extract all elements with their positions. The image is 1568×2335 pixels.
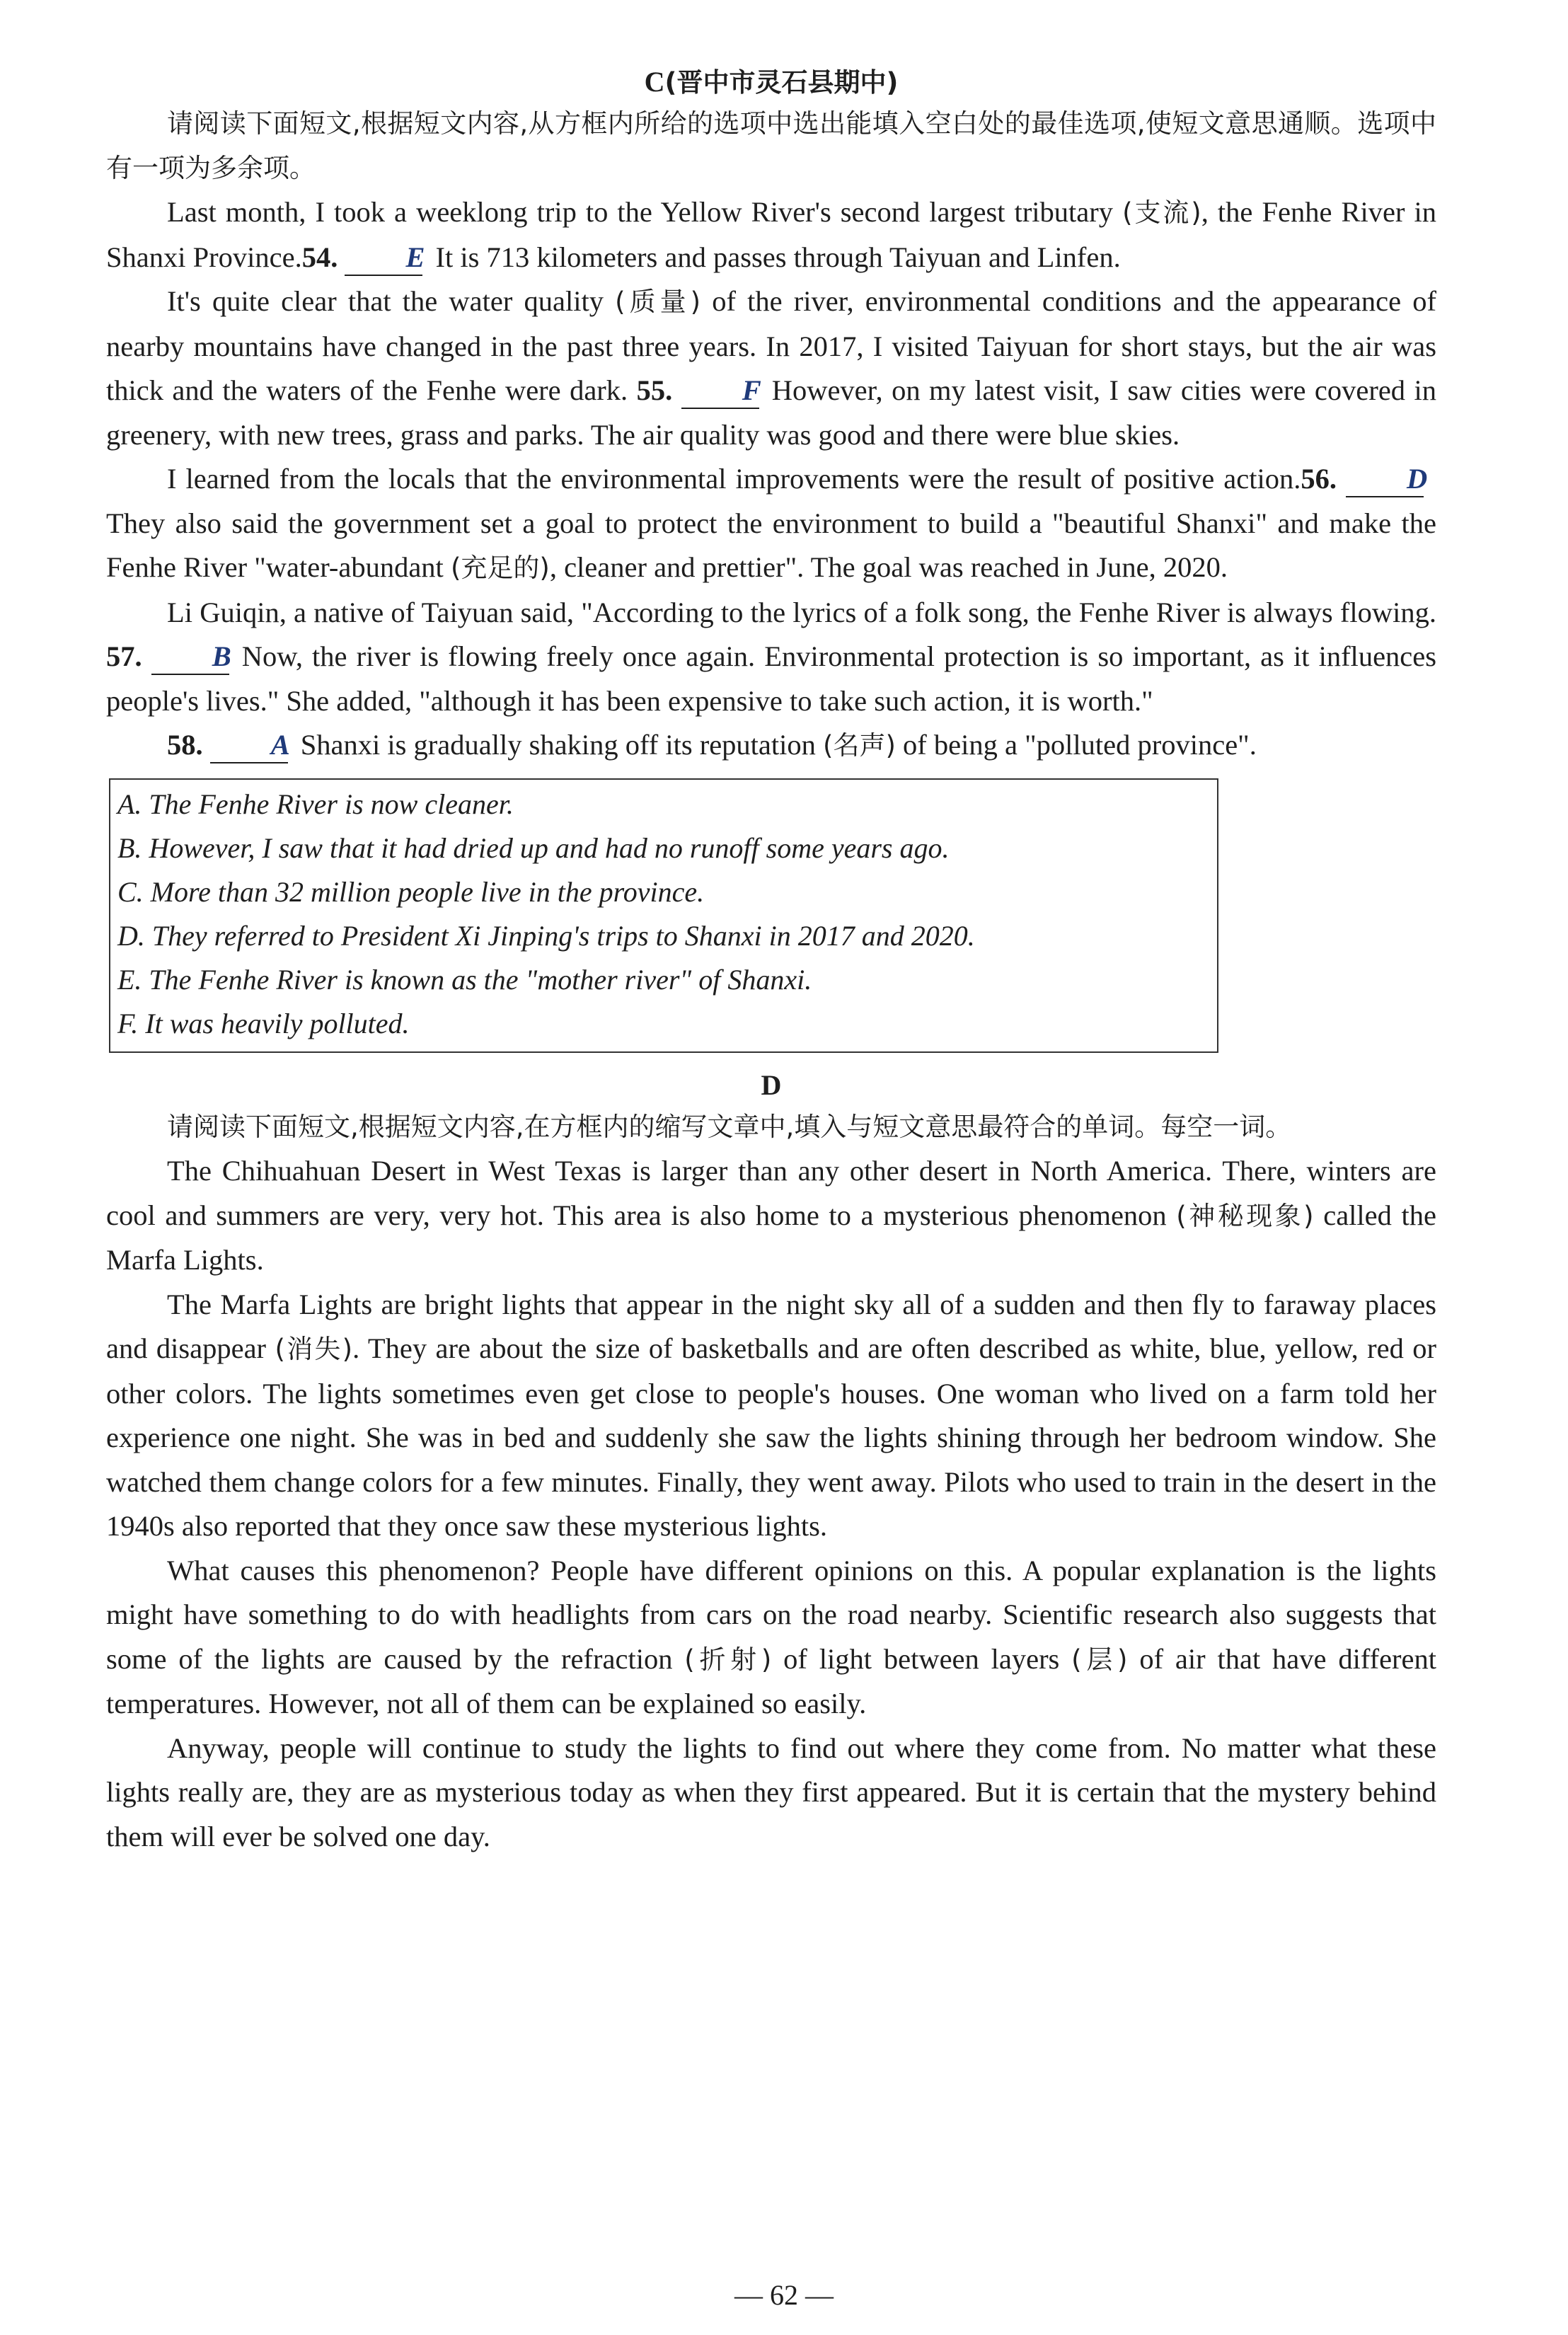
section-c-heading xyxy=(106,62,1436,102)
text-run: I learned from the locals that the environmental improvements were the result of positive action. xyxy=(167,463,1301,495)
section-c-letter: C xyxy=(644,66,665,98)
text-run: of light between layers xyxy=(771,1642,1072,1675)
text-run: , the Fenhe River in Shanxi Province. xyxy=(106,196,1437,273)
text-run: It is 713 kilometers and passes through Taiyuan and Linfen. xyxy=(435,241,1121,273)
section-c-paragraph-1 xyxy=(106,190,1436,279)
blank-number-54: 54. xyxy=(301,241,338,273)
section-c-paragraph-2 xyxy=(106,279,1436,457)
section-d-instruction: 请阅读下面短文,根据短文内容,在方框内的缩写文章中,填入与短文意思最符合的单词。每空一词。 xyxy=(167,1111,1292,1142)
chinese-gloss: (支流) xyxy=(1122,197,1201,228)
text-run: . They are about the size of basketballs and are often described as white, blue, yellow, red or other colors. The lights sometimes even get close to people's houses. One woman who lived on a farm told her experience one night. She was in bed and suddenly she saw the lights shining through her bedroom window. She watched them change colors for a few minutes. Finally, they went away. Pilots who used to train in the desert in the 1940s also reported that they once saw these mysterious lights. xyxy=(106,1332,1436,1542)
worksheet-page xyxy=(106,62,1436,1859)
section-c-instruction: 请阅读下面短文,根据短文内容,从方框内所给的选项中选出能填入空白处的最佳选项,使短文意思通顺。选项中有一项为多余项。 xyxy=(106,108,1436,183)
option-f: F. It was heavily polluted. xyxy=(117,1007,410,1039)
section-d-paragraph-2 xyxy=(106,1283,1436,1549)
option-a: A. The Fenhe River is now cleaner. xyxy=(117,788,514,820)
section-c-paragraph-3 xyxy=(106,457,1436,591)
section-d-paragraph-3 xyxy=(106,1549,1436,1726)
blank-number-56: 56. xyxy=(1301,463,1337,495)
section-c-source: (晋中市灵石县期中) xyxy=(664,67,899,98)
text-run: The Marfa Lights are bright lights that appear in the night sky all of a sudden and then fly to faraway places and disappear xyxy=(106,1288,1436,1364)
chinese-gloss: (折射) xyxy=(684,1644,772,1675)
page-number: — 62 — xyxy=(734,2279,834,2311)
text-run: Now, the river is flowing freely once again. Environmental protection is so important, as it influences people's lives." She added, "although it has been expensive to take such action, it is worth." xyxy=(106,640,1437,717)
text-run: called the Marfa Lights. xyxy=(106,1199,1436,1276)
chinese-gloss: (消失) xyxy=(275,1334,353,1364)
text-run: Shanxi is gradually shaking off its reputation xyxy=(300,729,824,761)
chinese-gloss: (质量) xyxy=(615,287,701,317)
section-d-paragraph-1 xyxy=(106,1149,1436,1283)
text-run: of air that have different temperatures. However, not all of them can be explained so easily. xyxy=(106,1642,1437,1719)
option-b: B. However, I saw that it had dried up and had no runoff some years ago. xyxy=(117,831,950,864)
text-run: However, on my latest visit, I saw cities were covered in greenery, with new trees, grass and parks. The air quality was good and there were blue skies. xyxy=(106,374,1437,451)
text-run: of being a "polluted province". xyxy=(895,729,1257,761)
blank-number-55: 55. xyxy=(636,374,673,406)
section-c-paragraph-5 xyxy=(106,723,1436,768)
answer-blank-54[interactable]: E xyxy=(345,241,422,276)
option-e: E. The Fenhe River is known as the "mother river" of Shanxi. xyxy=(117,963,812,996)
blank-number-58: 58. xyxy=(167,729,203,761)
text-run: of the river, environmental conditions and the appearance of nearby mountains have changed in the past three years. In 2017, I visited Taiyuan for short stays, but the air was thick and the waters of the Fenhe were dark. xyxy=(106,285,1436,406)
text-run: What causes this phenomenon? People have different opinions on this. A popular explanation is the lights might have something to do with headlights from cars on the road nearby. Scientific research also suggests that some of the lights are caused by the refraction xyxy=(106,1554,1436,1675)
chinese-gloss: (层) xyxy=(1071,1644,1128,1675)
option-c: C. More than 32 million people live in the province. xyxy=(117,875,705,908)
chinese-gloss: (神秘现象) xyxy=(1176,1200,1314,1231)
options-box xyxy=(109,778,1218,1053)
text-run: It's quite clear that the water quality xyxy=(167,285,616,317)
section-d-paragraph-4 xyxy=(106,1726,1436,1860)
section-c-paragraph-4 xyxy=(106,591,1436,724)
answer-blank-55[interactable]: F xyxy=(681,374,759,409)
option-d: D. They referred to President Xi Jinping's trips to Shanxi in 2017 and 2020. xyxy=(117,919,975,952)
blank-number-57: 57. xyxy=(106,640,142,672)
answer-blank-58[interactable]: A xyxy=(210,728,288,763)
chinese-gloss: (充足的) xyxy=(450,553,550,583)
chinese-gloss: (名声) xyxy=(823,730,896,761)
text-run: The Chihuahuan Desert in West Texas is larger than any other desert in North America. There, winters are cool and summers are very, very hot. This area is also home to a mysterious phenomenon xyxy=(106,1155,1436,1231)
text-run: , cleaner and prettier". The goal was reached in June, 2020. xyxy=(549,551,1228,583)
answer-blank-56[interactable]: D xyxy=(1346,462,1424,497)
text-run: Li Guiqin, a native of Taiyuan said, "According to the lyrics of a folk song, the Fenhe River is always flowing. xyxy=(167,596,1436,628)
answer-blank-57[interactable]: B xyxy=(151,640,229,675)
section-d-heading: D xyxy=(761,1068,782,1101)
text-run: They also said the government set a goal to protect the environment to build a "beautiful Shanxi" and make the Fenhe River "water-abundant xyxy=(106,507,1436,583)
text-run: Anyway, people will continue to study the lights to find out where they come from. No matter what these lights really are, they are as mysterious today as when they first appeared. But it is certain that the mystery behind them will ever be solved one day. xyxy=(106,1731,1436,1852)
text-run: Last month, I took a weeklong trip to the Yellow River's second largest tributary xyxy=(167,196,1123,228)
